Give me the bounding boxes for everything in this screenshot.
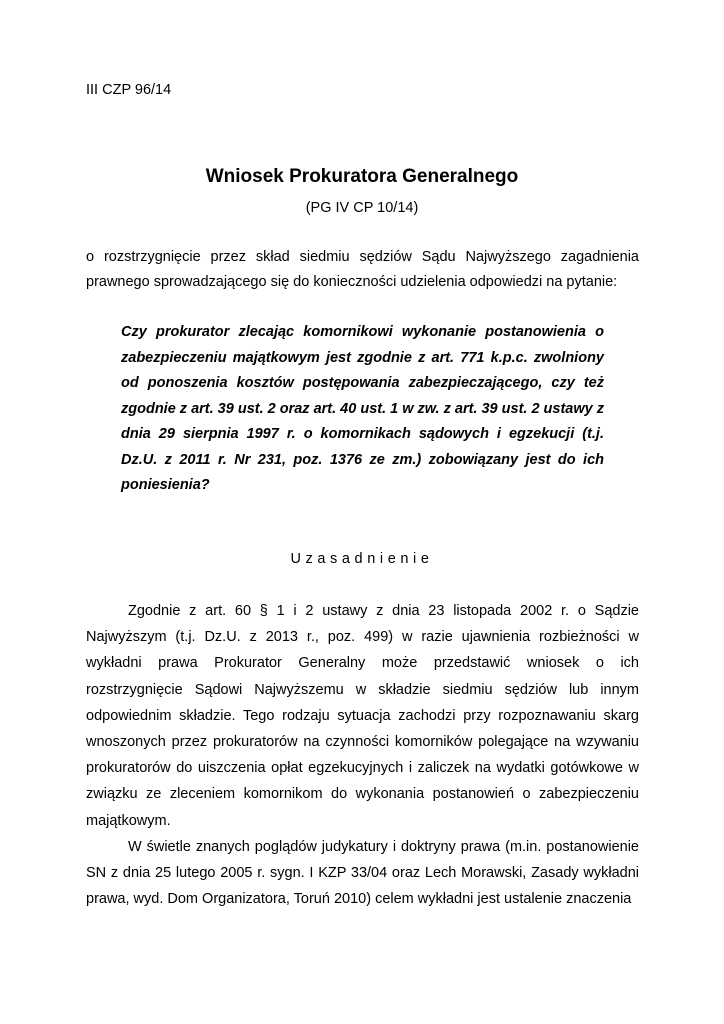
intro-paragraph: o rozstrzygnięcie przez skład siedmiu sędziów Sądu Najwyższego zagadnienia prawnego sprowadzającego się do konieczności udzielenia odpowiedzi na pytanie:	[86, 249, 639, 290]
body-paragraph: Zgodnie z art. 60 § 1 i 2 ustawy z dnia 23 listopada 2002 r. o Sądzie Najwyższym (t.j. Dz.U. z 2013 r., poz. 499) w razie ujawnienia rozbieżności w wykładni prawa Prokurator Generalny może przedstawić wniosek o ich rozstrzygnięcie Sądowi Najwyższemu w składzie siedmiu sędziów lub innym odpowiednim składzie. Tego rodzaju sytuacja zachodzi przy rozpoznawaniu skarg wnoszonych przez prokuratorów na czynności komorników polegające na wzywaniu prokuratorów do uiszczenia opłat egzekucyjnych i zaliczek na wydatki gotówkowe w związku ze zleceniem komornikom do wykonania postanowień o zabezpieczeniu majątkowym.	[86, 603, 639, 829]
body-paragraph: W świetle znanych poglądów judykatury i doktryny prawa (m.in. postanowienie SN z dnia 25 lutego 2005 r. sygn. I KZP 33/04 oraz Lech Morawski, Zasady wykładni prawa, wyd. Dom Organizatora, Toruń 2010) celem wykładni jest ustalenie znaczenia	[86, 838, 639, 908]
legal-question: Czy prokurator zlecając komornikowi wykonanie postanowienia o zabezpieczeniu majątkowym jest zgodnie z art. 771 k.p.c. zwolniony od ponoszenia kosztów postępowania zabezpieczającego, czy też zgodnie z art. 39 ust. 2 oraz art. 40 ust. 1 w zw. z art. 39 ust. 2 ustawy z dnia 29 sierpnia 1997 r. o komornikach sądowych i egzekucji (t.j. Dz.U. z 2011 r. Nr 231, poz. 1376 ze zm.) zobowiązany jest do ich poniesienia?	[121, 324, 604, 493]
section-heading: Uzasadnienie	[290, 551, 434, 567]
document-subtitle: (PG IV CP 10/14)	[305, 200, 419, 216]
document-title: Wniosek Prokuratora Generalnego	[205, 166, 519, 187]
case-number: III CZP 96/14	[86, 82, 172, 98]
justification-body	[86, 598, 639, 912]
